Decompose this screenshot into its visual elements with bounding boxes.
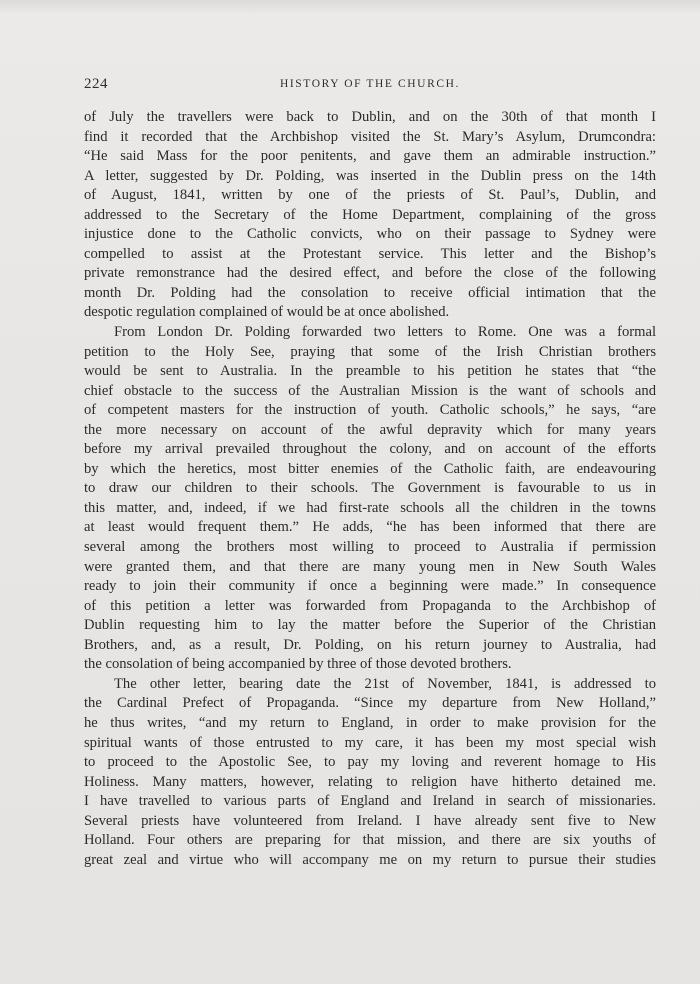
text-line: Dublin requesting him to lay the matter before the Superior of the Christian [84,617,656,634]
text-line: to proceed to the Apostolic See, to pay my loving and reverent homage to His [84,754,656,771]
text-line: ready to join their community if once a beginning were made.” In consequence [84,578,656,595]
paragraph-3 [84,675,656,870]
text-line: A letter, suggested by Dr. Polding, was inserted in the Dublin press on the 14th [84,167,656,184]
text-line: Holland. Four others are preparing for that mission, and there are six youths of [84,832,656,849]
text-line: would be sent to Australia. In the preamble to his petition he states that “the [84,363,656,380]
text-line: were granted them, and that there are many young men in New South Wales [84,558,656,575]
text-line: before my arrival prevailed throughout the colony, and on account of the efforts [84,441,656,458]
paragraph-2 [84,323,656,675]
text-line: Several priests have volunteered from Ireland. I have already sent five to New [84,812,656,829]
page-number: 224 [84,76,108,92]
page-top-shadow [0,0,700,14]
text-line: the Cardinal Prefect of Propaganda. “Since my departure from New Holland,” [84,695,656,712]
text-line: at least would frequent them.” He adds, “he has been informed that there are [84,519,656,536]
text-line: spiritual wants of those entrusted to my care, it has been my most special wish [84,734,656,751]
text-line: by which the heretics, most bitter enemies of the Catholic faith, are endeavouring [84,460,656,477]
text-line: the consolation of being accompanied by three of those devoted brothers. [84,656,512,673]
text-line: the more necessary on account of the awful depravity which for many years [84,421,656,438]
text-line: From London Dr. Polding forwarded two letters to Rome. One was a formal [114,324,656,341]
text-line: petition to the Holy See, praying that some of the Irish Christian brothers [84,343,656,360]
text-line: of July the travellers were back to Dublin, and on the 30th of that month I [84,109,656,125]
text-line: chief obstacle to the success of the Australian Mission is the want of schools and [84,382,656,399]
text-line: despotic regulation complained of would be at once abolished. [84,304,450,321]
text-line: several among the brothers most willing to proceed to Australia if permission [84,539,656,556]
text-line: to draw our children to their schools. The Government is favourable to us in [84,480,656,497]
text-line: “He said Mass for the poor penitents, and gave them an admirable instruction.” [84,148,656,165]
text-line: of competent masters for the instruction of youth. Catholic schools,” he says, “are [84,402,656,419]
text-line: great zeal and virtue who will accompany me on my return to pursue their studies [84,851,656,868]
text-line: Holiness. Many matters, however, relating to religion have hitherto detained me. [84,773,656,790]
text-line: month Dr. Polding had the consolation to receive official intimation that the [84,284,656,301]
text-line: find it recorded that the Archbishop visited the St. Mary’s Asylum, Drumcondra: [84,128,656,145]
text-line: addressed to the Secretary of the Home Department, complaining of the gross [84,206,656,223]
text-line: of August, 1841, written by one of the priests of St. Paul’s, Dublin, and [84,187,656,204]
text-line: he thus writes, “and my return to England, in order to make provision for the [84,714,656,731]
running-head [84,76,656,96]
text-line: of this petition a letter was forwarded from Propaganda to the Archbishop of [84,597,656,614]
text-line: compelled to assist at the Protestant service. This letter and the Bishop’s [84,245,656,262]
text-line: private remonstrance had the desired effect, and before the close of the following [84,265,656,282]
running-title: HISTORY OF THE CHURCH. [279,78,461,90]
body-text [84,108,656,870]
text-line: The other letter, bearing date the 21st of November, 1841, is addressed to [114,675,656,692]
paragraph-1 [84,108,656,323]
text-line: injustice done to the Catholic convicts, who on their passage to Sydney were [84,226,656,243]
text-line: Brothers, and, as a result, Dr. Polding, on his return journey to Australia, had [84,636,656,653]
text-line: I have travelled to various parts of England and Ireland in search of missionaries. [84,793,656,810]
text-line: this matter, and, indeed, if we had first-rate schools all the children in the towns [84,499,656,516]
